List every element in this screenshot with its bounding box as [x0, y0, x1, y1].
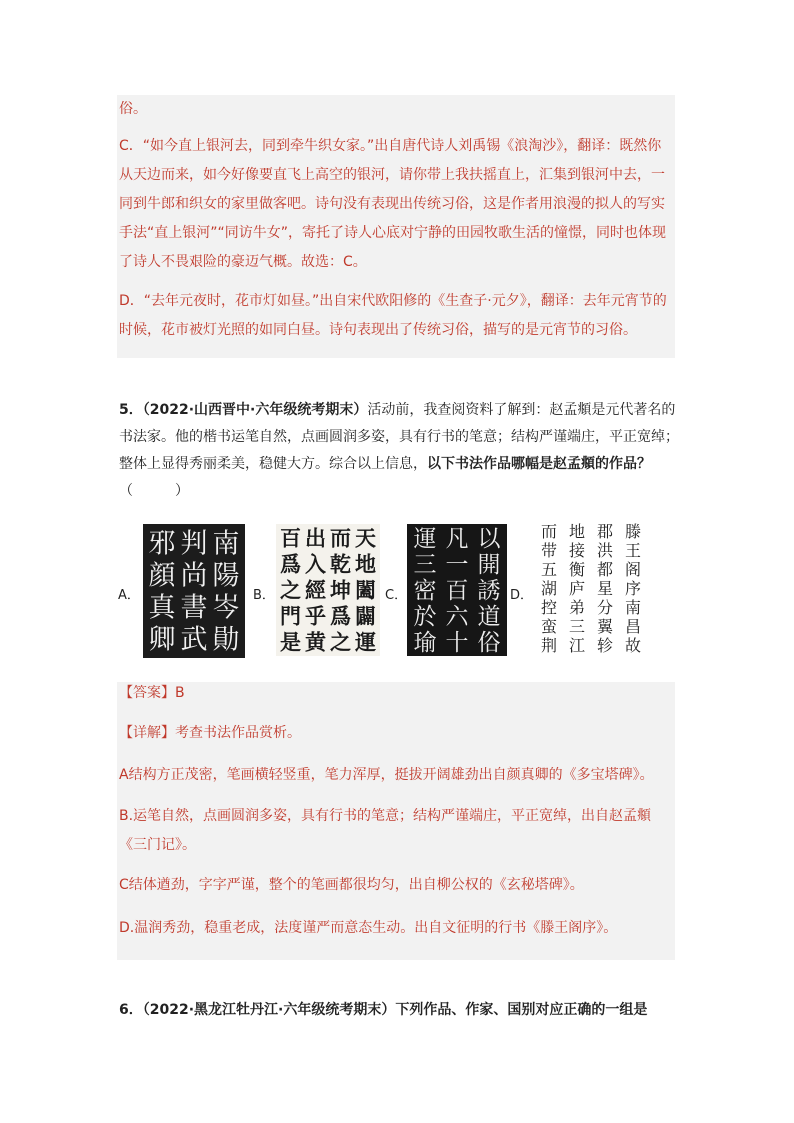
question-5-number: 5． [119, 402, 143, 418]
option-c-svg [407, 524, 507, 656]
calligraphy-char: 南 [624, 598, 642, 618]
calligraphy-char: 書 [180, 592, 208, 624]
option-c-label: C． [385, 588, 408, 603]
calligraphy-char: 乾 [330, 551, 351, 577]
calligraphy-char: 翼 [596, 617, 614, 637]
calligraphy-char: 運 [355, 629, 376, 655]
question-5 [119, 397, 679, 505]
calligraphy-char: 分 [596, 598, 614, 618]
calligraphy-char: 尚 [180, 560, 208, 592]
calligraphy-char: 闔 [355, 577, 376, 603]
calligraphy-char: 故 [624, 636, 642, 656]
calligraphy-char: 邪 [148, 528, 176, 560]
calligraphy-char: 序 [624, 579, 642, 599]
calligraphy-char: 三 [568, 617, 586, 637]
calligraphy-char: 勛 [212, 624, 240, 656]
calligraphy-char: 南 [212, 528, 240, 560]
calligraphy-char: 岑 [212, 592, 240, 624]
calligraphy-char: 武 [180, 624, 208, 656]
option-d-calligraphy-image [533, 520, 649, 658]
calligraphy-char: 凡 [445, 526, 469, 553]
option-b-calligraphy-image [276, 524, 380, 656]
calligraphy-char: 爲 [330, 603, 351, 629]
question-6-source: （2022·黑龙江牡丹江·六年级统考期末） [142, 1002, 396, 1018]
question-5-stem: 活动前，我查阅资料了解到：赵孟頫是元代著名的书法家。他的楷书运笔自然，点画圆润多姿，具有行书的笔意；结构严谨端庄，平正宽绰；整体上显得秀丽柔美，稳健大方。综合以上信息， [119, 402, 679, 472]
calligraphy-char: 陽 [212, 560, 240, 592]
detail-tag: 【详解】 [119, 725, 175, 741]
option-b-svg [276, 524, 380, 656]
calligraphy-char: 卿 [148, 624, 176, 656]
calligraphy-char: 三 [413, 552, 437, 579]
answer-blank: （ ） [119, 483, 189, 499]
calligraphy-char: 阁 [624, 560, 642, 580]
detail-b: B.运笔自然，点画圆润多姿，具有行书的笔意；结构严谨端庄，平正宽绰，出自赵孟頫《三门记》。 [119, 808, 652, 853]
calligraphy-char: 蛮 [540, 617, 558, 637]
question-5-source: （2022·山西晋中·六年级统考期末） [142, 402, 368, 418]
calligraphy-char: 控 [540, 598, 558, 618]
detail-c: C结体遒劲，字字严谨，整个的笔画都很均匀，出自柳公权的《玄秘塔碑》。 [119, 877, 584, 893]
calligraphy-char: 地 [355, 551, 376, 577]
calligraphy-char: 誘 [477, 578, 501, 605]
calligraphy-char: 百 [280, 525, 301, 551]
question-6-stem: 下列作品、作家、国别对应正确的一组是 [395, 1002, 648, 1018]
calligraphy-char: 十 [445, 630, 469, 656]
calligraphy-char: 瑜 [413, 630, 437, 656]
option-d-explanation: D．“去年元夜时，花市灯如昼。”出自宋代欧阳修的《生查子·元夕》，翻译：去年元宵节的时候，花市被灯光照的如同白昼。诗句表现出了传统习俗，描写的是元宵节的习俗。 [119, 293, 667, 338]
calligraphy-char: 洪 [596, 541, 614, 561]
option-c-explanation: C．“如今直上银河去，同到牵牛织女家。”出自唐代诗人刘禹锡《浪淘沙》，翻译：既然你从天边而来，如今好像要直飞上高空的银河，请你带上我扶摇直上，汇集到银河中去，一同到牛郎和织女的家里做客吧。诗句没有表现出传统习俗，这是作者用浪漫的拟人的写实手法“直上银河”“同访牛女”，寄托了诗人心底对宁静的田园牧歌生活的憧憬，同时也体现了诗人不畏艰险的豪迈气概。故选：C。 [119, 138, 667, 270]
calligraphy-char: 轸 [596, 636, 614, 656]
calligraphy-char: 是 [280, 629, 301, 655]
calligraphy-char: 乎 [305, 603, 326, 629]
calligraphy-char: 湖 [540, 579, 558, 599]
option-a-label: A． [118, 588, 140, 603]
calligraphy-char: 顔 [148, 560, 176, 592]
calligraphy-char: 入 [305, 551, 326, 577]
calligraphy-char: 門 [280, 603, 301, 629]
option-d-svg [533, 520, 649, 658]
question-6 [119, 997, 679, 1024]
calligraphy-char: 天 [355, 525, 376, 551]
calligraphy-char: 而 [330, 525, 351, 551]
option-d-label: D． [510, 588, 534, 603]
calligraphy-char: 郡 [596, 522, 614, 542]
calligraphy-char: 經 [305, 577, 326, 603]
answer-value: B [175, 685, 185, 701]
calligraphy-char: 之 [280, 577, 301, 603]
calligraphy-char: 以 [477, 526, 501, 553]
calligraphy-char: 五 [540, 560, 558, 580]
question-5-stem-bold: 以下书法作品哪幅是赵孟頫的作品？ [427, 456, 651, 472]
calligraphy-char: 江 [568, 636, 586, 656]
calligraphy-char: 密 [413, 578, 437, 605]
detail-a: A结构方正茂密，笔画横轻竖重，笔力浑厚，挺拔开阔雄劲出自颜真卿的《多宝塔碑》。 [119, 767, 654, 783]
calligraphy-char: 運 [413, 526, 437, 553]
calligraphy-char: 坤 [330, 577, 351, 603]
calligraphy-char: 六 [445, 604, 469, 631]
calligraphy-char: 於 [413, 604, 437, 631]
option-c-calligraphy-image [407, 524, 507, 656]
continued-text: 俗。 [119, 101, 147, 117]
calligraphy-char: 衡 [568, 560, 586, 580]
calligraphy-char: 一 [445, 552, 469, 579]
calligraphy-char: 而 [540, 522, 558, 542]
calligraphy-char: 弟 [568, 598, 586, 618]
option-a-svg [143, 524, 245, 658]
calligraphy-char: 带 [540, 541, 558, 561]
detail-d: D.温润秀劲，稳重老成，法度谨严而意态生动。出自文征明的行书《滕王阁序》。 [119, 920, 618, 936]
calligraphy-char: 滕 [624, 522, 642, 542]
calligraphy-char: 王 [624, 541, 642, 561]
calligraphy-char: 荆 [540, 636, 558, 656]
calligraphy-char: 真 [148, 592, 176, 624]
detail-intro: 考查书法作品赏析。 [175, 725, 301, 741]
calligraphy-char: 闢 [355, 603, 376, 629]
calligraphy-char: 爲 [280, 551, 301, 577]
calligraphy-char: 黄 [305, 629, 326, 655]
detail-line [119, 719, 674, 748]
question-6-number: 6． [119, 1002, 143, 1018]
calligraphy-char: 開 [477, 552, 501, 579]
calligraphy-char: 道 [477, 604, 501, 631]
option-b-label: B． [253, 588, 275, 603]
answer-tag: 【答案】 [119, 685, 175, 701]
calligraphy-char: 星 [596, 579, 614, 599]
answer-line [119, 679, 674, 708]
calligraphy-char: 百 [445, 578, 469, 605]
calligraphy-char: 都 [596, 560, 614, 580]
calligraphy-char: 之 [330, 629, 351, 655]
calligraphy-char: 庐 [568, 579, 586, 599]
option-a-calligraphy-image [143, 524, 245, 658]
calligraphy-char: 俗 [477, 630, 501, 656]
calligraphy-char: 昌 [624, 617, 642, 637]
calligraphy-char: 地 [568, 522, 586, 542]
calligraphy-char: 判 [180, 528, 208, 560]
calligraphy-char: 接 [568, 541, 586, 561]
calligraphy-char: 出 [305, 525, 326, 551]
